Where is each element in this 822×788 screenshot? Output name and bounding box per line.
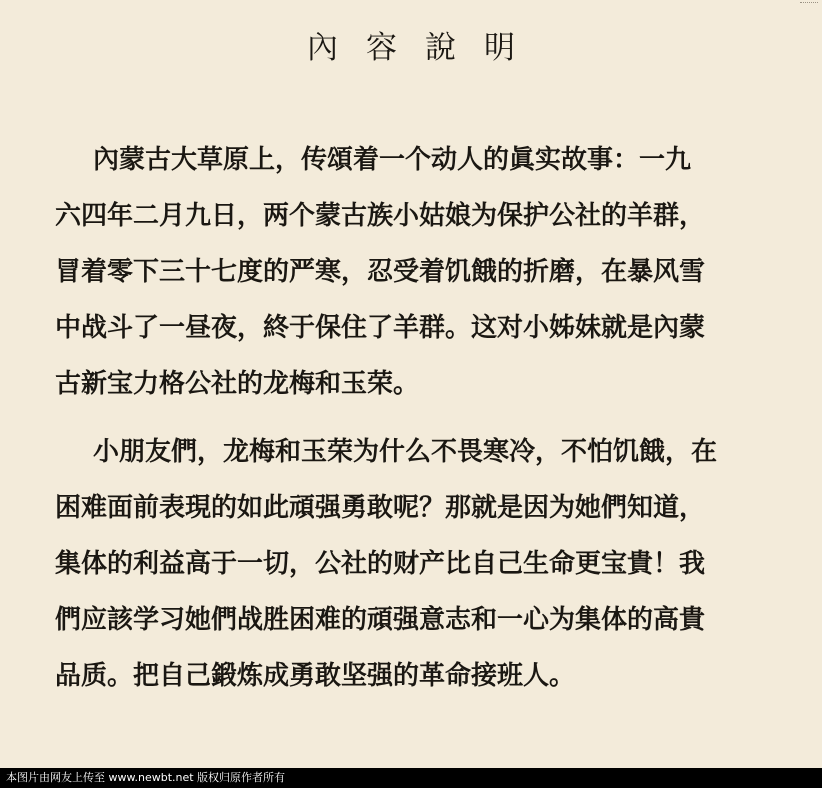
paragraph-line: 困难面前表現的如此頑强勇敢呢？那就是因为她們知道，	[55, 493, 706, 523]
paragraph-line: 小朋友們，龙梅和玉荣为什么不畏寒冷，不怕饥餓，在	[93, 437, 718, 467]
watermark-footer: 本图片由网友上传至 www.newbt.net 版权归原作者所有	[0, 768, 822, 788]
corner-mark	[800, 2, 818, 6]
paragraph-line: 冒着零下三十七度的严寒，忍受着饥餓的折磨，在暴风雪	[55, 257, 706, 287]
paragraph-line: 古新宝力格公社的龙梅和玉荣。	[55, 369, 420, 399]
paragraph-line: 中战斗了一昼夜，終于保住了羊群。这对小姊妹就是內蒙	[55, 313, 706, 343]
paragraph-line: 集体的利益高于一切，公社的财产比自己生命更宝貴！我	[55, 549, 706, 579]
paragraph-1	[55, 132, 795, 412]
paragraph-line: 品质。把自己鍛炼成勇敢坚强的革命接班人。	[55, 661, 576, 691]
paragraph-line: 們应該学习她們战胜困难的頑强意志和一心为集体的高貴	[55, 605, 706, 635]
page-title: 內容說明	[307, 30, 543, 66]
paragraph-2	[55, 424, 795, 704]
paragraph-line: 六四年二月九日，两个蒙古族小姑娘为保护公社的羊群，	[55, 201, 706, 231]
paragraph-line: 內蒙古大草原上，传頌着一个动人的眞实故事：一九	[93, 145, 692, 175]
